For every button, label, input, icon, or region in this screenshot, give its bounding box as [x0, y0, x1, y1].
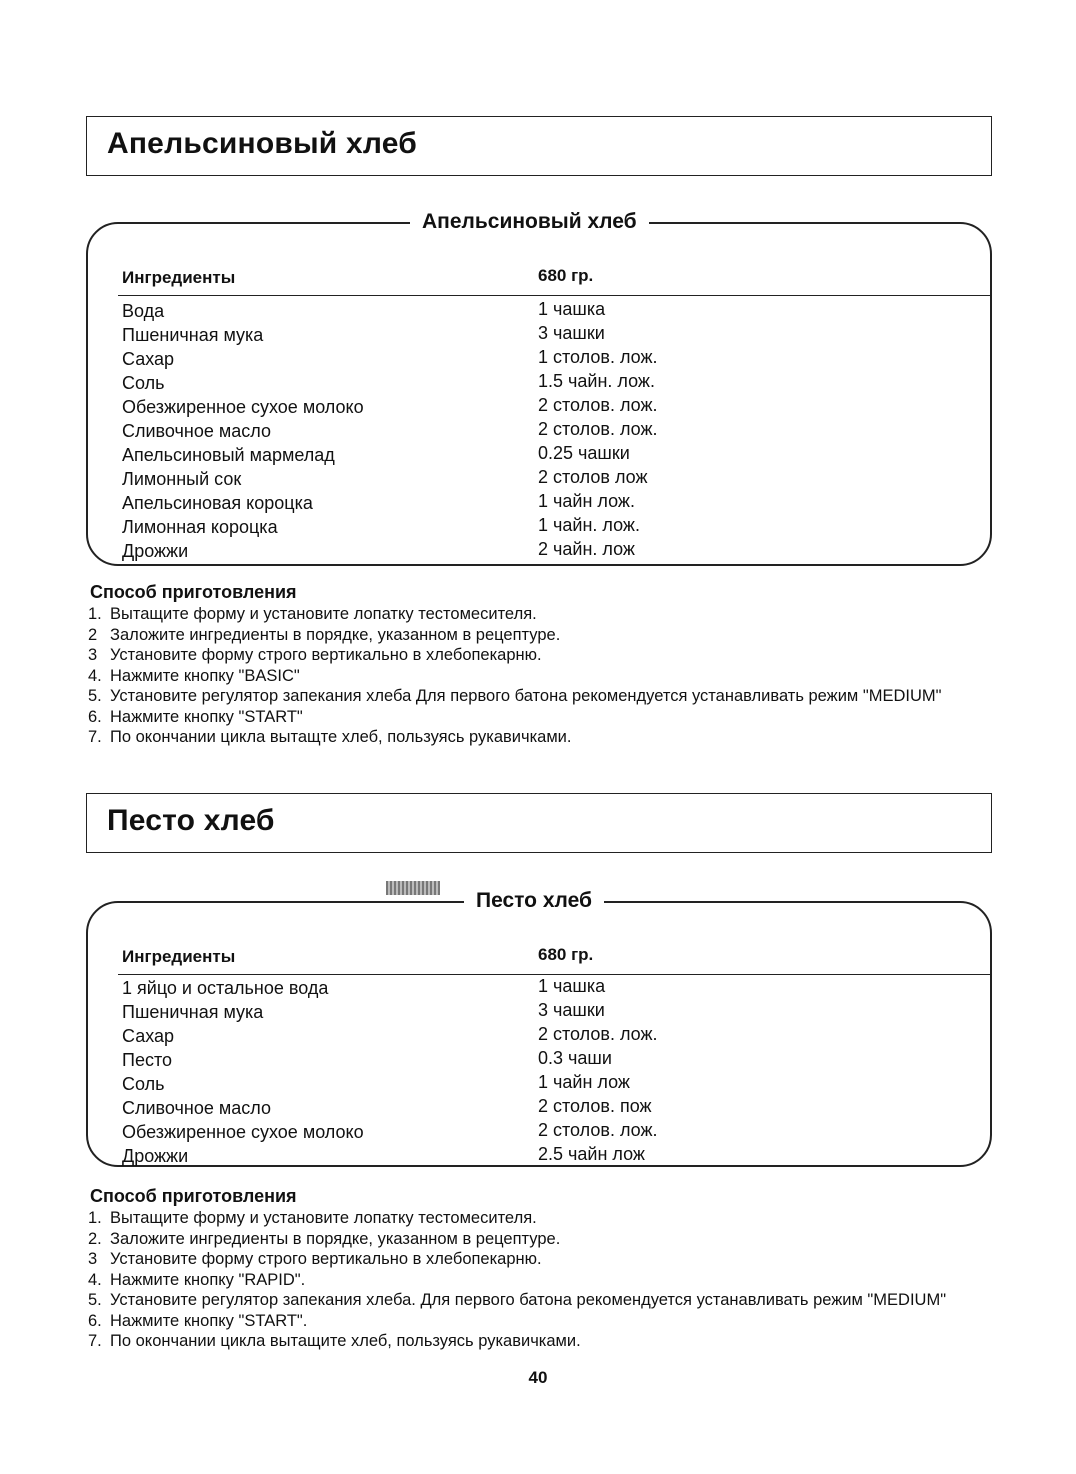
- ingredient-row: [122, 1120, 658, 1144]
- ingredient-amount: 1 столов. лож.: [538, 347, 658, 367]
- method-step: [88, 686, 988, 707]
- ingredient-amount: 2 столов. лож.: [538, 1024, 658, 1044]
- ingredient-name: Обезжиренное сухое молоко: [122, 1122, 364, 1142]
- method-step: [88, 707, 988, 728]
- ingredient-row: [122, 539, 635, 563]
- ingredient-name: 1 яйцо и остальное вода: [122, 978, 329, 998]
- ingredient-row: [122, 1048, 612, 1072]
- step-text: По окончании цикла вытащте хлеб, пользуясь рукавичками.: [110, 728, 572, 746]
- step-text: Нажмите кнопку "START": [110, 707, 303, 726]
- step-number: 3: [88, 646, 98, 664]
- ingredient-name: Соль: [122, 1074, 165, 1094]
- step-number: 1.: [88, 605, 102, 623]
- ingredient-row: [122, 443, 630, 467]
- ingredient-name: Лимонная короцка: [122, 517, 278, 537]
- step-number: 6.: [88, 707, 102, 726]
- method-step: [88, 1331, 988, 1352]
- step-text: По окончании цикла вытащите хлеб, пользуясь рукавичками.: [110, 1332, 581, 1350]
- method-step: [88, 625, 988, 646]
- step-text: Вытащите форму и установите лопатку тестомесителя.: [110, 605, 537, 623]
- ingredients-frame: [86, 889, 992, 1167]
- ingredient-amount: 2 столов. лож.: [538, 1120, 658, 1140]
- method-heading: Способ приготовления: [90, 582, 297, 602]
- step-number: 7.: [88, 728, 102, 746]
- ingredient-amount: 2 столов лож: [538, 467, 648, 487]
- ingredient-name: Апельсиновый мармелад: [122, 445, 335, 465]
- ingredient-row: [122, 371, 655, 395]
- method-step: [88, 727, 988, 748]
- step-text: Нажмите кнопку "RAPID".: [110, 1270, 306, 1289]
- ingredient-amount: 0.3 чаши: [538, 1048, 612, 1068]
- method-heading: Способ приготовления: [90, 1186, 297, 1206]
- ingredient-name: Апельсиновая короцка: [122, 493, 313, 513]
- weight-column-header: 680 гр.: [538, 266, 594, 285]
- ingredient-amount: 2 столов. лож.: [538, 419, 658, 439]
- method-step: [88, 1229, 988, 1250]
- step-text: Вытащите форму и установите лопатку тестомесителя.: [110, 1209, 537, 1227]
- step-text: Нажмите кнопку "BASIC": [110, 666, 300, 685]
- ingredient-row: [122, 515, 640, 539]
- ingredient-name: Пшеничная мука: [122, 325, 264, 345]
- step-text: Установите форму строго вертикально в хлебопекарню.: [110, 646, 542, 664]
- ingredient-name: Песто: [122, 1050, 173, 1070]
- ingredient-name: Сахар: [122, 1026, 175, 1046]
- step-text: Установите регулятор запекания хлеба. Для первого батона рекомендуется устанавливать режим "MEDIUM": [110, 1291, 947, 1309]
- ingredient-row: [122, 1144, 645, 1168]
- step-text: Нажмите кнопку "START".: [110, 1311, 308, 1330]
- ingredient-amount: 3 чашки: [538, 1000, 605, 1020]
- ingredient-row: [122, 1000, 605, 1024]
- ingredient-amount: 3 чашки: [538, 323, 605, 343]
- ingredient-row: [122, 1072, 630, 1096]
- step-text: Заложите ингредиенты в порядке, указанном в рецептуре.: [110, 625, 561, 644]
- step-number: 5.: [88, 1291, 102, 1309]
- method-section: [88, 582, 988, 748]
- ingredients-column-header: Ингредиенты: [122, 947, 236, 966]
- ingredient-amount: 1.5 чайн. лож.: [538, 371, 655, 391]
- ingredient-row: [122, 1096, 652, 1120]
- ingredient-name: Дрожжи: [122, 541, 189, 561]
- ingredient-row: [122, 299, 606, 323]
- step-text: Установите регулятор запекания хлеба Для первого батона рекомендуется устанавливать режим "MEDIUM": [110, 687, 942, 705]
- method-step: [88, 666, 988, 687]
- step-text: Установите форму строго вертикально в хлебопекарню.: [110, 1250, 542, 1268]
- ingredient-row: [122, 323, 605, 347]
- ingredient-row: [122, 1024, 658, 1048]
- recipe-title: Апельсиновый хлеб: [107, 127, 417, 160]
- weight-column-header: 680 гр.: [538, 945, 594, 964]
- ingredient-amount: 2.5 чайн лож: [538, 1144, 645, 1164]
- ingredient-amount: 1 чайн. лож.: [538, 515, 640, 535]
- method-step: [88, 1311, 988, 1332]
- step-number: 7.: [88, 1332, 102, 1350]
- ingredients-frame-title: Апельсиновый хлеб: [410, 210, 649, 234]
- step-number: 2.: [88, 1229, 102, 1248]
- step-number: 3: [88, 1250, 98, 1268]
- ingredient-name: Дрожжи: [122, 1146, 189, 1166]
- scan-artifact: [386, 881, 440, 895]
- step-number: 4.: [88, 666, 102, 685]
- recipe-title-box: [86, 116, 992, 176]
- step-number: 6.: [88, 1311, 102, 1330]
- step-number: 2: [88, 625, 98, 644]
- recipe-title: Песто хлеб: [107, 804, 275, 837]
- ingredient-name: Пшеничная мука: [122, 1002, 264, 1022]
- ingredient-name: Сливочное масло: [122, 1098, 271, 1118]
- method-steps: [88, 604, 988, 748]
- ingredient-amount: 1 чайн лож.: [538, 491, 635, 511]
- header-rule: [118, 295, 990, 296]
- page-number: 40: [528, 1368, 548, 1387]
- step-text: Заложите ингредиенты в порядке, указанном в рецептуре.: [110, 1229, 561, 1248]
- ingredient-name: Сахар: [122, 349, 175, 369]
- ingredient-row: [122, 347, 658, 371]
- ingredient-amount: 2 столов. пож: [538, 1096, 652, 1116]
- method-step: [88, 604, 988, 625]
- method-step: [88, 1270, 988, 1291]
- ingredient-amount: 2 чайн. лож: [538, 539, 635, 559]
- ingredient-row: [122, 491, 635, 515]
- ingredient-row: [122, 976, 606, 1000]
- step-number: 4.: [88, 1270, 102, 1289]
- ingredient-amount: 2 столов. лож.: [538, 395, 658, 415]
- ingredient-name: Соль: [122, 373, 165, 393]
- method-steps: [88, 1208, 988, 1352]
- method-step: [88, 645, 988, 666]
- ingredient-amount: 1 чашка: [538, 976, 606, 996]
- ingredient-row: [122, 395, 658, 419]
- ingredient-name: Обезжиренное сухое молоко: [122, 397, 364, 417]
- ingredients-frame: [86, 210, 992, 566]
- ingredient-name: Сливочное масло: [122, 421, 271, 441]
- step-number: 5.: [88, 687, 102, 705]
- ingredients-frame-title: Песто хлеб: [464, 889, 604, 913]
- method-step: [88, 1208, 988, 1229]
- method-step: [88, 1249, 988, 1270]
- ingredient-list: [122, 976, 658, 1168]
- ingredient-name: Вода: [122, 301, 165, 321]
- step-number: 1.: [88, 1209, 102, 1227]
- ingredient-name: Лимонный сок: [122, 469, 242, 489]
- ingredient-amount: 1 чайн лож: [538, 1072, 630, 1092]
- ingredient-row: [122, 419, 658, 443]
- ingredient-row: [122, 467, 648, 491]
- ingredient-list: [122, 299, 658, 563]
- recipe-title-box: [86, 793, 992, 853]
- ingredients-column-header: Ингредиенты: [122, 268, 236, 287]
- method-section: [88, 1186, 988, 1352]
- method-step: [88, 1290, 988, 1311]
- ingredient-amount: 1 чашка: [538, 299, 606, 319]
- ingredient-amount: 0.25 чашки: [538, 443, 630, 463]
